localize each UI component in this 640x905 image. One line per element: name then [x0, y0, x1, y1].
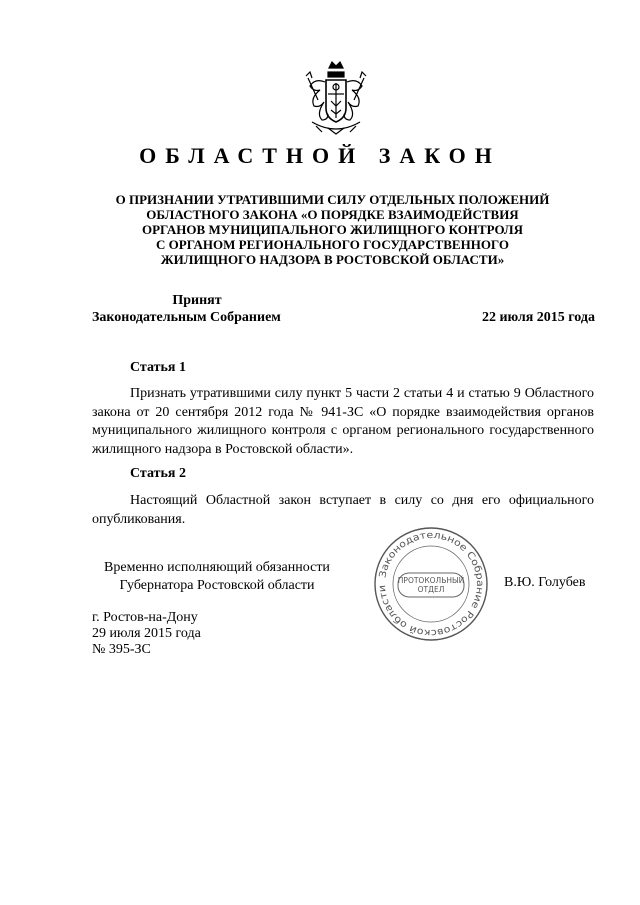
- law-title-line: ОБЛАСТНОГО ЗАКОНА «О ПОРЯДКЕ ВЗАИМОДЕЙСТВИЯ: [146, 207, 519, 222]
- law-title-line: С ОРГАНОМ РЕГИОНАЛЬНОГО ГОСУДАРСТВЕННОГО: [156, 237, 509, 252]
- signatory-position-line: Временно исполняющий обязанности: [104, 560, 330, 575]
- law-title-line: ЖИЛИЩНОГО НАДЗОРА В РОСТОВСКОЙ ОБЛАСТИ»: [160, 252, 505, 267]
- article-1-heading: Статья 1: [130, 360, 186, 375]
- article-1-text: Признать утратившими силу пункт 5 части 2 статьи 4 и статью 9 Областного закона от 20 сентября 2012 года № 941-ЗС «О порядке взаимодействия органов муниципального жилищного контроля с органом регионального государственного жилищного надзора в Ростовской области».: [92, 386, 594, 457]
- stamp-outer-text: Законодательное Собрание Ростовской области: [376, 529, 486, 639]
- law-number: № 395-ЗС: [92, 642, 151, 657]
- signatory-position-line: Губернатора Ростовской области: [119, 578, 315, 593]
- adopted-by: Законодательным Собранием: [92, 310, 281, 325]
- stamp-inner-text: ОТДЕЛ: [417, 585, 445, 594]
- signing-details: [92, 610, 201, 658]
- law-title: [60, 192, 605, 267]
- article-2-text: Настоящий Областной закон вступает в силу со дня его официального опубликования.: [92, 493, 594, 527]
- document-type-heading: ОБЛАСТНОЙ ЗАКОН: [139, 143, 501, 168]
- stamp-inner-text: ПРОТОКОЛЬНЫЙ: [397, 576, 465, 585]
- signing-date: 29 июля 2015 года: [92, 626, 201, 641]
- law-title-line: ОРГАНОВ МУНИЦИПАЛЬНОГО ЖИЛИЩНОГО КОНТРОЛЯ: [142, 222, 523, 237]
- article-2-heading: Статья 2: [130, 466, 186, 481]
- adopted-label: Принят: [172, 293, 222, 308]
- signing-place: г. Ростов-на-Дону: [92, 610, 198, 625]
- coat-of-arms-emblem: [300, 56, 372, 136]
- signatory-position: [92, 559, 342, 595]
- adopted-date: 22 июля 2015 года: [481, 310, 595, 325]
- signatory-name: В.Ю. Голубев: [504, 575, 586, 590]
- law-title-line: О ПРИЗНАНИИ УТРАТИВШИМИ СИЛУ ОТДЕЛЬНЫХ ПОЛОЖЕНИЙ: [115, 192, 550, 207]
- official-stamp: [372, 525, 490, 643]
